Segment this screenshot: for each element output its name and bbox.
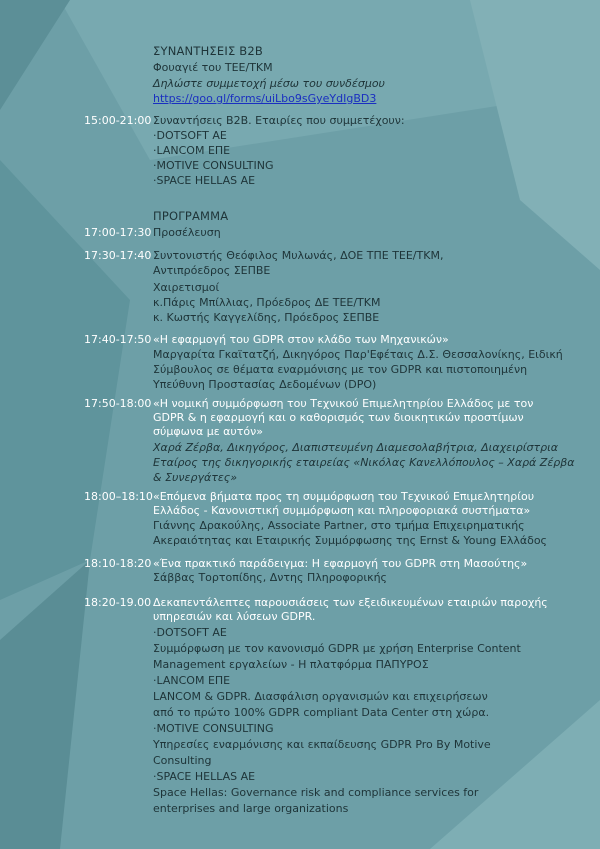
speaker-info: & Συνεργάτες» xyxy=(153,471,238,484)
company-description: από το πρώτο 100% GDPR compliant Data Center στη χώρα. xyxy=(153,706,490,719)
talk-title: «Η εφαρμογή του GDPR στον κλάδο των Μηχανικών» xyxy=(153,333,449,346)
b2b-company: ·LANCOM ΕΠΕ xyxy=(153,144,231,157)
program-item-text: Αντιπρόεδρος ΣΕΠΒΕ xyxy=(153,264,271,277)
company-name: ·LANCOM ΕΠΕ xyxy=(153,674,231,687)
program-item-time: 18:20-19.00 xyxy=(84,596,152,609)
speaker-info: Μαργαρίτα Γκαϊτατζή, Δικηγόρος Παρ'Εφέταις Δ.Σ. Θεσσαλονίκης, Ειδική xyxy=(153,348,563,361)
company-description: LANCOM & GDPR. Διασφάλιση οργανισμών και επιχειρήσεων xyxy=(153,690,488,703)
session-text: υπηρεσιών και λύσεων GDPR. xyxy=(153,610,316,623)
b2b-intro: Συναντήσεις B2B. Εταιρίες που συμμετέχουν: xyxy=(153,114,405,127)
company-description: Consulting xyxy=(153,754,212,767)
speaker-info: Γιάννης Δρακούλης, Associate Partner, στο τμήμα Επιχειρηματικής xyxy=(153,519,525,532)
program-item-text: κ.Πάρις Μπίλλιας, Πρόεδρος ΔΕ ΤΕΕ/ΤΚΜ xyxy=(153,296,381,309)
talk-title: «Η νομική συμμόρφωση του Τεχνικού Επιμελητηρίου Ελλάδος με τον xyxy=(153,397,534,410)
b2b-company: ·SPACE HELLAS AE xyxy=(153,174,256,187)
talk-title: σύμφωνα με αυτόν» xyxy=(153,425,263,438)
b2b-signup-link[interactable]: https://goo.gl/forms/uiLbo9sGyeYdIgBD3 xyxy=(153,92,377,105)
speaker-info: Υπεύθυνη Προστασίας Δεδομένων (DPO) xyxy=(153,378,377,391)
program-heading: ΠΡΟΓΡΑΜΜΑ xyxy=(153,209,229,223)
company-description: enterprises and large organizations xyxy=(153,802,349,815)
talk-title: Ελλάδος - Κανονιστική συμμόρφωση και πληροφοριακά συστήματα» xyxy=(153,504,531,517)
program-item-text: Συντονιστής Θεόφιλος Μυλωνάς, ΔΟΕ ΤΠΕ ΤΕΕ/ΤΚΜ, xyxy=(153,249,444,262)
talk-title: «Επόμενα βήματα προς τη συμμόρφωση του Τεχνικού Επιμελητηρίου xyxy=(153,490,535,503)
speaker-info: Χαρά Ζέρβα, Δικηγόρος, Διαπιστευμένη Διαμεσολαβήτρια, Διαχειρίστρια xyxy=(153,441,559,454)
company-description: Space Hellas: Governance risk and compliance services for xyxy=(153,786,479,799)
company-description: Management εργαλείων - Η πλατφόρμα ΠΑΠΥΡΟΣ xyxy=(153,658,429,671)
speaker-info: Εταίρος της δικηγορικής εταιρείας «Νικόλας Κανελλόπουλος – Χαρά Ζέρβα xyxy=(153,456,575,469)
speaker-info: Σύμβουλος σε θέματα εναρμόνισης με τον GDPR και πιστοποιημένη xyxy=(153,363,528,376)
program-item-text: Χαιρετισμοί xyxy=(153,281,220,294)
speaker-info: Ακεραιότητας και Εταιρικής Συμμόρφωσης της Ernst & Young Ελλάδος xyxy=(153,534,548,547)
program-item-text: Προσέλευση xyxy=(153,226,221,239)
talk-title: «Ένα πρακτικό παράδειγμα: Η εφαρμογή του GDPR στη Μασούτης» xyxy=(153,557,528,570)
program-item-time: 17:40-17:50 xyxy=(84,333,152,346)
b2b-company: ·MOTIVE CONSULTING xyxy=(153,159,274,172)
b2b-heading: ΣΥΝΑΝΤΗΣΕΙΣ B2B xyxy=(153,44,263,58)
program-item-time: 17:30-17:40 xyxy=(84,249,152,262)
b2b-time: 15:00-21:00 xyxy=(84,114,152,127)
b2b-signup-text: Δηλώστε συμμετοχή μέσω του συνδέσμου xyxy=(153,77,385,90)
talk-title: GDPR & η εφαρμογή και ο καθορισμός των διοικητικών προστίμων xyxy=(153,411,524,424)
program-item-time: 18:10-18:20 xyxy=(84,557,152,570)
company-name: ·DOTSOFT AE xyxy=(153,626,227,639)
company-name: ·SPACE HELLAS AE xyxy=(153,770,256,783)
session-text: Δεκαπεντάλεπτες παρουσιάσεις των εξειδικευμένων εταιριών παροχής xyxy=(153,596,548,609)
program-item-time: 17:50-18:00 xyxy=(84,397,152,410)
b2b-company: ·DOTSOFT AE xyxy=(153,129,227,142)
program-item-time: 18:00–18:10 xyxy=(84,490,153,503)
program-item-time: 17:00-17:30 xyxy=(84,226,152,239)
company-name: ·MOTIVE CONSULTING xyxy=(153,722,274,735)
program-item-text: κ. Κωστής Καγγελίδης, Πρόεδρος ΣΕΠΒΕ xyxy=(153,311,380,324)
b2b-venue: Φουαγιέ του ΤΕΕ/ΤΚΜ xyxy=(153,61,273,74)
company-description: Υπηρεσίες εναρμόνισης και εκπαίδευσης GDPR Pro By Motive xyxy=(153,738,491,751)
speaker-info: Σάββας Τορτοπίδης, Δντης Πληροφορικής xyxy=(153,571,388,584)
company-description: Συμμόρφωση με τον κανονισμό GDPR με χρήση Enterprise Content xyxy=(153,642,521,655)
